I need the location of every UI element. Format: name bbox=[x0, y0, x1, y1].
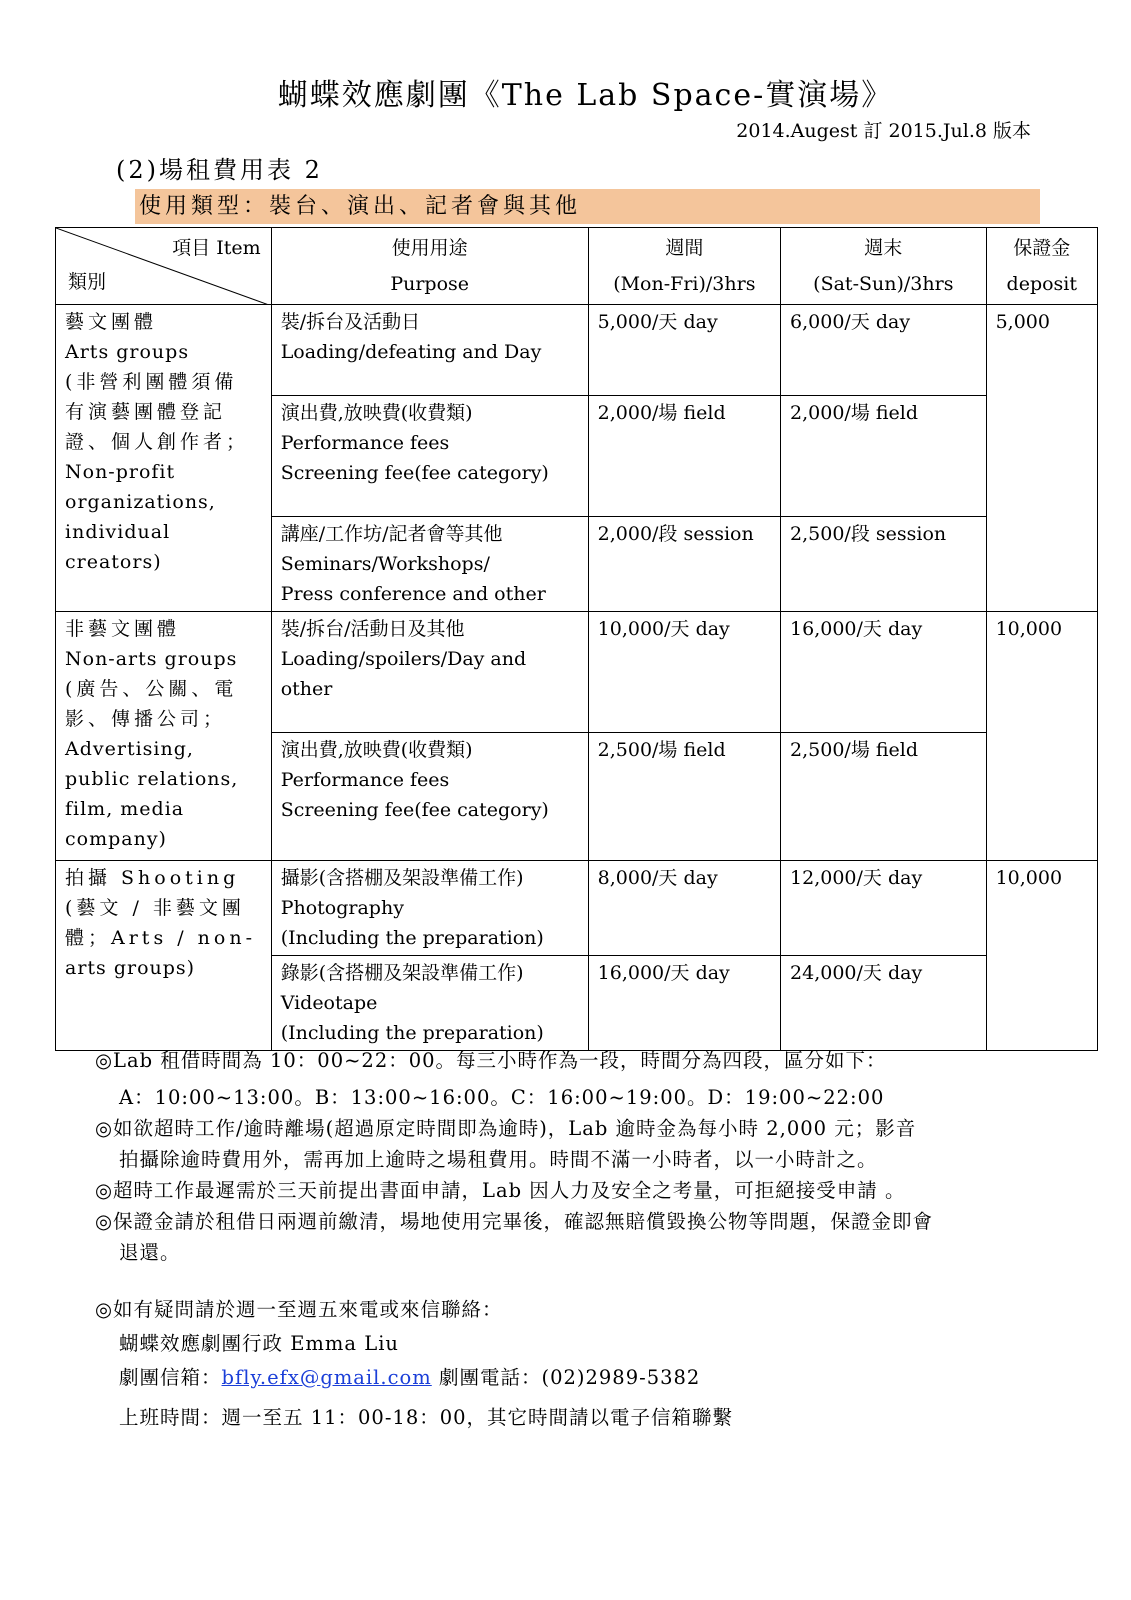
purpose-line: Loading/defeating and Day bbox=[280, 341, 542, 363]
weekend-price-cell: 12,000/天 day bbox=[781, 861, 987, 956]
table-row bbox=[56, 305, 1098, 396]
fee-table bbox=[55, 227, 1098, 1051]
weekend-price-cell: 2,500/場 field bbox=[781, 733, 987, 861]
purpose-line: 演出費,放映費(收費類) bbox=[280, 402, 473, 424]
table-header-row bbox=[56, 228, 1098, 305]
note-deposit: ◎保證金請於租借日兩週前繳清，場地使用完畢後，確認無賠償毀換公物等問題，保證金即會 bbox=[95, 1210, 934, 1233]
table-row bbox=[56, 612, 1098, 733]
category-cell bbox=[56, 861, 272, 1051]
category-line: creators) bbox=[65, 551, 162, 573]
purpose-line: (Including the preparation) bbox=[280, 927, 544, 949]
purpose-line: 裝/拆台/活動日及其他 bbox=[280, 618, 465, 640]
header-category: 類別 bbox=[68, 271, 107, 293]
contact-line bbox=[95, 1361, 733, 1395]
document-title: 蝴蝶效應劇團《The Lab Space-實演場》 bbox=[277, 78, 894, 113]
deposit-cell: 5,000 bbox=[986, 305, 1097, 612]
office-hours: 上班時間：週一至五 11：00-18：00，其它時間請以電子信箱聯繫 bbox=[119, 1406, 734, 1429]
phone-text: 劇團電話：(02)2989-5382 bbox=[431, 1366, 701, 1389]
weekend-price-cell: 24,000/天 day bbox=[781, 956, 987, 1051]
header-item-category bbox=[56, 228, 272, 305]
header-weekday-en: (Mon-Fri)/3hrs bbox=[613, 273, 756, 295]
note-time: ◎Lab 租借時間為 10：00~22：00。每三小時作為一段，時間分為四段，區分如下： bbox=[95, 1049, 887, 1072]
category-line: individual bbox=[65, 521, 171, 543]
header-purpose-zh: 使用用途 bbox=[391, 237, 468, 259]
category-line: public relations, bbox=[65, 768, 239, 790]
category-cell bbox=[56, 305, 272, 612]
category-line: company) bbox=[65, 828, 167, 850]
purpose-cell bbox=[271, 305, 588, 396]
header-weekend-en: (Sat-Sun)/3hrs bbox=[813, 273, 954, 295]
category-line: 有演藝團體登記 bbox=[65, 401, 227, 423]
header-deposit-en: deposit bbox=[1006, 273, 1078, 295]
deposit-cell: 10,000 bbox=[986, 612, 1097, 861]
category-line: (藝文 / 非藝文團 bbox=[65, 897, 245, 919]
contact-section bbox=[95, 1293, 733, 1435]
note-time-slots: A：10:00~13:00。B：13:00~16:00。C：16:00~19:00。D：19:00~22:00 bbox=[119, 1086, 885, 1109]
note-deposit-cont: 退還。 bbox=[119, 1241, 181, 1264]
deposit-cell: 10,000 bbox=[986, 861, 1097, 1051]
weekday-price-cell: 5,000/天 day bbox=[588, 305, 780, 396]
header-weekend bbox=[781, 228, 987, 305]
purpose-line: Screening fee(fee category) bbox=[280, 462, 549, 484]
purpose-cell bbox=[271, 612, 588, 733]
category-line: Non-profit bbox=[65, 461, 176, 483]
header-deposit-zh: 保證金 bbox=[1013, 237, 1071, 259]
category-line: Non-arts groups bbox=[65, 648, 238, 670]
purpose-line: Press conference and other bbox=[280, 583, 546, 605]
contact-intro: ◎如有疑問請於週一至週五來電或來信聯絡： bbox=[95, 1298, 503, 1321]
table-body bbox=[56, 305, 1098, 1051]
purpose-line: Seminars/Workshops/ bbox=[280, 553, 490, 575]
category-line: (廣告、公關、電 bbox=[65, 678, 238, 700]
category-line: (非營利團體須備 bbox=[65, 371, 238, 393]
email-label: 劇團信箱： bbox=[119, 1366, 222, 1389]
note-application: ◎超時工作最遲需於三天前提出書面申請，Lab 因人力及安全之考量，可拒絕接受申請 。 bbox=[95, 1179, 906, 1202]
category-line: 藝文團體 bbox=[65, 311, 158, 333]
header-weekday-zh: 週間 bbox=[665, 237, 704, 259]
purpose-line: Videotape bbox=[280, 992, 378, 1014]
header-weekday bbox=[588, 228, 780, 305]
note-overtime-cont: 拍攝除逾時費用外，需再加上逾時之場租費用。時間不滿一小時者，以一小時計之。 bbox=[119, 1148, 878, 1171]
notes-section bbox=[95, 1045, 933, 1268]
version-note: 2014.Augest 訂 2015.Jul.8 版本 bbox=[736, 120, 1031, 142]
purpose-line: Photography bbox=[280, 897, 404, 919]
weekday-price-cell: 8,000/天 day bbox=[588, 861, 780, 956]
category-line: Advertising, bbox=[65, 738, 194, 760]
header-purpose-en: Purpose bbox=[390, 273, 470, 295]
category-line: arts groups) bbox=[65, 957, 196, 979]
category-line: 影、傳播公司； bbox=[65, 708, 227, 730]
table-row bbox=[56, 861, 1098, 956]
email-link[interactable]: bfly.efx@gmail.com bbox=[221, 1366, 432, 1389]
weekday-price-cell: 2,000/場 field bbox=[588, 396, 780, 517]
purpose-line: 講座/工作坊/記者會等其他 bbox=[280, 523, 503, 545]
category-line: Arts groups bbox=[65, 341, 190, 363]
purpose-cell bbox=[271, 396, 588, 517]
header-weekend-zh: 週末 bbox=[864, 237, 903, 259]
header-deposit bbox=[986, 228, 1097, 305]
contact-admin: 蝴蝶效應劇團行政 Emma Liu bbox=[119, 1332, 399, 1355]
purpose-line: Screening fee(fee category) bbox=[280, 799, 549, 821]
purpose-line: Performance fees bbox=[280, 432, 450, 454]
category-line: 體；Arts / non- bbox=[65, 927, 257, 949]
category-line: 證、個人創作者； bbox=[65, 431, 250, 453]
weekday-price-cell: 16,000/天 day bbox=[588, 956, 780, 1051]
category-line: 非藝文團體 bbox=[65, 618, 181, 640]
weekday-price-cell: 2,500/場 field bbox=[588, 733, 780, 861]
purpose-line: Performance fees bbox=[280, 769, 450, 791]
weekend-price-cell: 6,000/天 day bbox=[781, 305, 987, 396]
usage-type-banner: 使用類型：裝台、演出、記者會與其他 bbox=[135, 189, 1040, 224]
purpose-cell bbox=[271, 517, 588, 612]
purpose-cell bbox=[271, 733, 588, 861]
category-line: film, media bbox=[65, 798, 185, 820]
note-overtime: ◎如欲超時工作/逾時離場(超過原定時間即為逾時)，Lab 逾時金為每小時 2,000 元；影音 bbox=[95, 1117, 917, 1140]
purpose-line: 演出費,放映費(收費類) bbox=[280, 739, 473, 761]
purpose-line: 攝影(含搭棚及架設準備工作) bbox=[280, 867, 524, 889]
weekday-price-cell: 10,000/天 day bbox=[588, 612, 780, 733]
section-heading: (2)場租費用表 2 bbox=[116, 156, 323, 184]
purpose-cell bbox=[271, 956, 588, 1051]
purpose-line: 錄影(含搭棚及架設準備工作) bbox=[280, 962, 524, 984]
weekend-price-cell: 16,000/天 day bbox=[781, 612, 987, 733]
weekday-price-cell: 2,000/段 session bbox=[588, 517, 780, 612]
purpose-line: 裝/拆台及活動日 bbox=[280, 311, 421, 333]
category-line: 拍攝 Shooting bbox=[65, 867, 240, 889]
purpose-line: Loading/spoilers/Day and other bbox=[280, 648, 527, 700]
purpose-cell bbox=[271, 861, 588, 956]
weekend-price-cell: 2,000/場 field bbox=[781, 396, 987, 517]
category-line: organizations, bbox=[65, 491, 216, 513]
category-cell bbox=[56, 612, 272, 861]
header-item: 項目 Item bbox=[172, 237, 261, 259]
purpose-line: (Including the preparation) bbox=[280, 1022, 544, 1044]
weekend-price-cell: 2,500/段 session bbox=[781, 517, 987, 612]
header-purpose bbox=[271, 228, 588, 305]
